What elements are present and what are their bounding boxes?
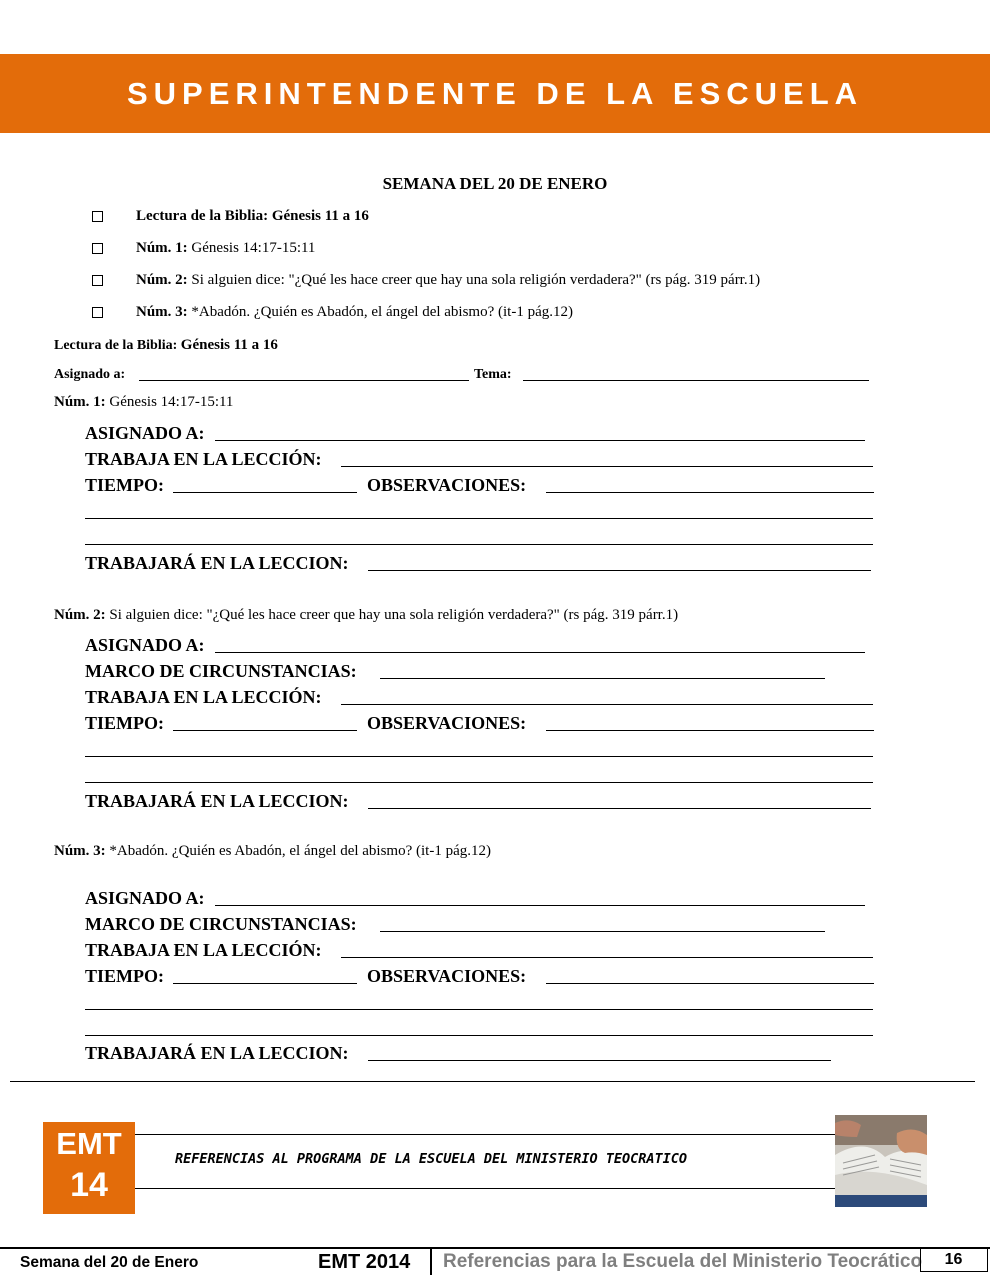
assignment-3-notes-line[interactable] <box>85 1035 873 1036</box>
page-number-box <box>920 1248 988 1272</box>
bottom-bar-rule <box>0 1247 990 1249</box>
assignment-2-asignado-line[interactable] <box>215 652 865 653</box>
assignment-1-observaciones-line[interactable] <box>546 492 874 493</box>
assignment-2-marco-label: MARCO DE CIRCUNSTANCIAS: <box>85 661 357 681</box>
week-heading: SEMANA DEL 20 DE ENERO <box>382 174 608 193</box>
section-divider <box>10 1081 975 1082</box>
assignment-2-notes-line[interactable] <box>85 756 873 757</box>
assignment-1-asignado-label: ASIGNADO A: <box>85 423 205 443</box>
assignment-2-trabajara-label: TRABAJARÁ EN LA LECCION: <box>85 791 349 811</box>
assignment-3-trabaja-line[interactable] <box>341 957 873 958</box>
assignment-3-trabajara-line[interactable] <box>368 1060 831 1061</box>
page-number: 16 <box>944 1251 963 1268</box>
checklist-item-3: Núm. 3: *Abadón. ¿Quién es Abadón, el ángel del abismo? (it-1 pág.12) <box>136 304 573 320</box>
assignment-1-trabajara-label: TRABAJARÁ EN LA LECCION: <box>85 553 349 573</box>
assignment-1-asignado-line[interactable] <box>215 440 865 441</box>
checkbox[interactable] <box>92 211 103 222</box>
reading-assigned-label: Asignado a: <box>54 367 126 382</box>
header-banner <box>0 54 990 133</box>
assignment-2-asignado-label: ASIGNADO A: <box>85 635 205 655</box>
assignment-3-trabaja-label: TRABAJA EN LA LECCIÓN: <box>85 940 322 960</box>
reading-heading: Lectura de la Biblia: Génesis 11 a 16 <box>54 337 278 353</box>
assignment-2-observaciones-label: OBSERVACIONES: <box>367 713 527 733</box>
assignment-3-trabajara-label: TRABAJARÁ EN LA LECCION: <box>85 1043 349 1063</box>
assignment-3-marco-line[interactable] <box>380 931 825 932</box>
assignment-3-title: Núm. 3: *Abadón. ¿Quién es Abadón, el ángel del abismo? (it-1 pág.12) <box>54 843 491 859</box>
assignment-2-title: Núm. 2: Si alguien dice: "¿Qué les hace creer que hay una sola religión verdadera?" (rs pág. 319 párr.1) <box>54 607 679 623</box>
reading-topic-line[interactable] <box>523 380 869 381</box>
assignment-2-trabajara-line[interactable] <box>368 808 871 809</box>
emt-badge-number: 14 <box>70 1166 108 1204</box>
assignment-1-tiempo-line[interactable] <box>173 492 357 493</box>
assignment-1-trabajara-line[interactable] <box>368 570 871 571</box>
assignment-1-title: Núm. 1: Génesis 14:17-15:11 <box>54 394 234 410</box>
bottom-week: Semana del 20 de Enero <box>20 1254 199 1271</box>
assignment-2-notes-line[interactable] <box>85 782 873 783</box>
assignment-3-asignado-label: ASIGNADO A: <box>85 888 205 908</box>
assignment-3-observaciones-label: OBSERVACIONES: <box>367 966 527 986</box>
open-book-icon <box>835 1115 927 1207</box>
references-top-rule <box>135 1134 835 1135</box>
assignment-1-trabaja-label: TRABAJA EN LA LECCIÓN: <box>85 449 322 469</box>
assignment-2-marco-line[interactable] <box>380 678 825 679</box>
assignment-3-tiempo-label: TIEMPO: <box>85 966 164 986</box>
assignment-1-notes-line[interactable] <box>85 518 873 519</box>
assignment-3-observaciones-line[interactable] <box>546 983 874 984</box>
bottom-title: Referencias para la Escuela del Ministerio Teocrático <box>443 1251 923 1272</box>
assignment-2-observaciones-line[interactable] <box>546 730 874 731</box>
assignment-2-trabaja-line[interactable] <box>341 704 873 705</box>
assignment-3-notes-line[interactable] <box>85 1009 873 1010</box>
emt-badge <box>43 1122 135 1214</box>
assignment-1-notes-line[interactable] <box>85 544 873 545</box>
checkbox[interactable] <box>92 307 103 318</box>
assignment-1-observaciones-label: OBSERVACIONES: <box>367 475 527 495</box>
references-bottom-rule <box>135 1188 835 1189</box>
assignment-2-tiempo-label: TIEMPO: <box>85 713 164 733</box>
assignment-2-tiempo-line[interactable] <box>173 730 357 731</box>
assignment-1-tiempo-label: TIEMPO: <box>85 475 164 495</box>
bottom-code: EMT 2014 <box>318 1251 411 1273</box>
bible-photo <box>835 1115 927 1207</box>
assignment-2-trabaja-label: TRABAJA EN LA LECCIÓN: <box>85 687 322 707</box>
checkbox[interactable] <box>92 243 103 254</box>
emt-badge-label: EMT <box>56 1126 122 1161</box>
checklist-item-2: Núm. 2: Si alguien dice: "¿Qué les hace creer que hay una sola religión verdadera?" (rs pág. 319 párr.1) <box>136 272 761 288</box>
checklist-item-reading: Lectura de la Biblia: Génesis 11 a 16 <box>136 208 369 224</box>
checkbox[interactable] <box>92 275 103 286</box>
banner-title: SUPERINTENDENTE DE LA ESCUELA <box>126 76 864 111</box>
assignment-3-marco-label: MARCO DE CIRCUNSTANCIAS: <box>85 914 357 934</box>
references-heading: REFERENCIAS AL PROGRAMA DE LA ESCUELA DEL MINISTERIO TEOCRATICO <box>175 1151 688 1167</box>
reading-topic-label: Tema: <box>474 367 512 382</box>
checklist-item-1: Núm. 1: Génesis 14:17-15:11 <box>136 240 316 256</box>
reading-assigned-line[interactable] <box>139 380 469 381</box>
assignment-3-asignado-line[interactable] <box>215 905 865 906</box>
assignment-1-trabaja-line[interactable] <box>341 466 873 467</box>
bottom-separator <box>430 1249 432 1275</box>
assignment-3-tiempo-line[interactable] <box>173 983 357 984</box>
